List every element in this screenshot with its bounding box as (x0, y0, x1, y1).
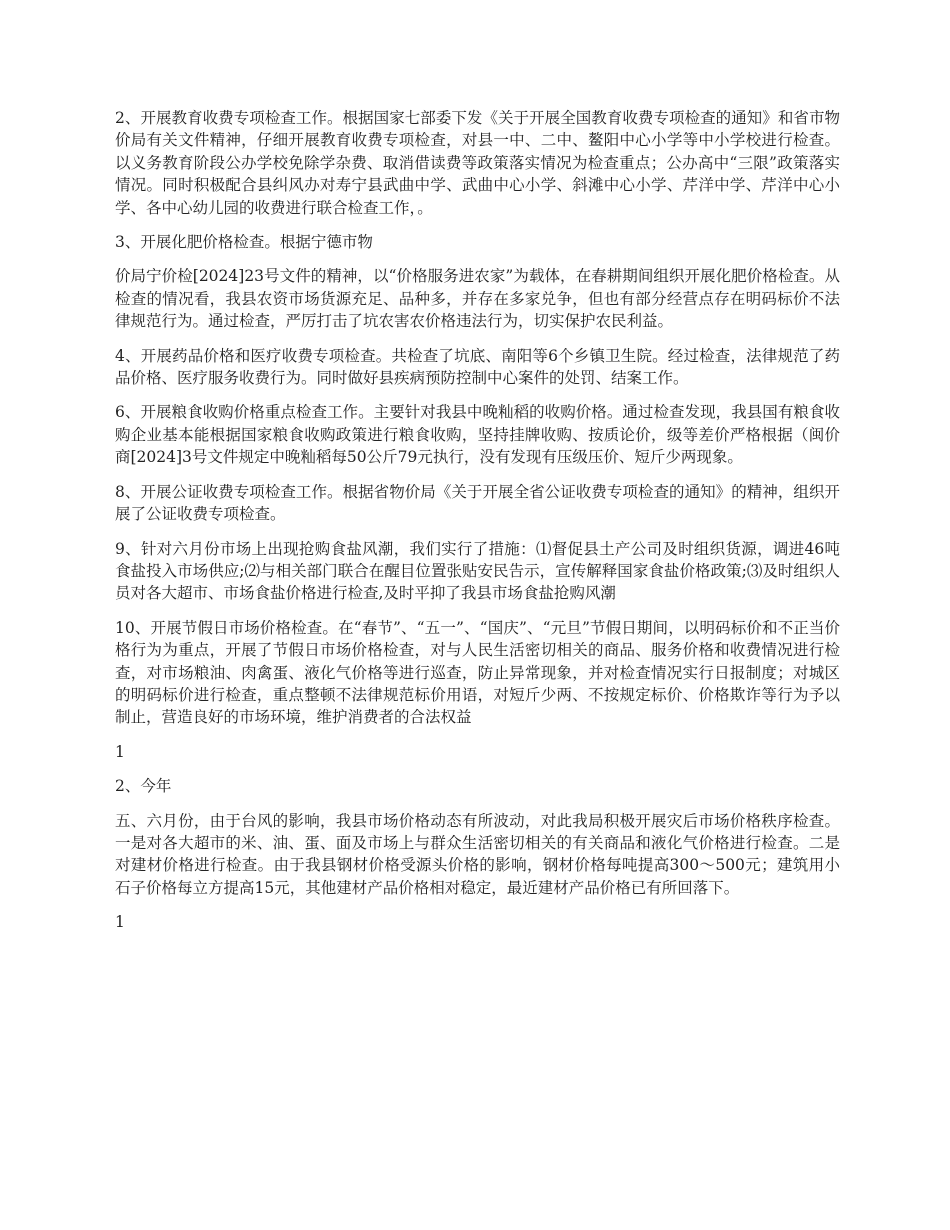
paragraph-fertilizer-inspection: 价局宁价检[2024]23号文件的精神，以“价格服务进农家”为载体，在春耕期间组织开展化肥价格检查。从检查的情况看，我县农资市场货源充足、品种多，并存在多家兑争，但也有部分经营点存在明码标价不法律规范行为。通过检查，严厉打击了坑农害农价格违法行为，切实保护农民利益。 (115, 267, 840, 331)
paragraph-holiday-inspection: 10、开展节假日市场价格检查。在“春节”、“五一”、“国庆”、“元旦”节假日期间，以明码标价和不正当价格行为为重点，开展了节假日市场价格检查，对与人民生活密切相关的商品、服务价格和收费情况进行检查，对市场粮油、肉禽蛋、液化气价格等进行巡查，防止异常现象，并对检查情况实行日报制度；对城区的明码标价进行检查，重点整顿不法律规范标价用语，对短斤少两、不按规定标价、价格欺诈等行为予以制止，营造良好的市场环境，维护消费者的合法权益 (115, 618, 840, 727)
paragraph-education-fee-inspection: 2、开展教育收费专项检查工作。根据国家七部委下发《关于开展全国教育收费专项检查的通知》和省市物价局有关文件精神，仔细开展教育收费专项检查，对县一中、二中、鳌阳中心小学等中小学校进行检查。以义务教育阶段公办学校免除学杂费、取消借读费等政策落实情况为检查重点；公办高中“三限”政策落实情况。同时积极配合县纠风办对寿宁县武曲中学、武曲中心小学、斜滩中心小学、芹洋中学、芹洋中心小学、各中心幼儿园的收费进行联合检查工作，。 (115, 109, 840, 217)
document-body (115, 107, 840, 946)
paragraph-fertilizer-heading: 3、开展化肥价格检查。根据宁德市物 (115, 233, 373, 252)
paragraph-number-1-end: 1 (115, 913, 125, 932)
paragraph-salt-measures: 9、针对六月份市场上出现抢购食盐风潮，我们实行了措施：⑴督促县土产公司及时组织货源，调进46吨食盐投入市场供应;⑵与相关部门联合在醒目位置张贴安民告示，宣传解释国家食盐价格政策;⑶及时组织人员对各大超市、市场食盐价格进行检查,及时平抑了我县市场食盐抢购风潮 (115, 539, 840, 603)
paragraph-notary-inspection: 8、开展公证收费专项检查工作。根据省物价局《关于开展全省公证收费专项检查的通知》的精神，组织开展了公证收费专项检查。 (115, 482, 840, 524)
paragraph-medicine-inspection: 4、开展药品价格和医疗收费专项检查。共检查了坑底、南阳等6个乡镇卫生院。经过检查，法律规范了药品价格、医疗服务收费行为。同时做好县疾病预防控制中心案件的处罚、结案工作。 (115, 346, 840, 388)
paragraph-number-1: 1 (115, 742, 125, 761)
paragraph-grain-inspection: 6、开展粮食收购价格重点检查工作。主要针对我县中晚籼稻的收购价格。通过检查发现，我县国有粮食收购企业基本能根据国家粮食收购政策进行粮食收购，坚持挂牌收购、按质论价，级等差价严格根据（闽价商[2024]3号文件规定中晚籼稻每50公斤79元执行，没有发现有压级压价、短斤少两现象。 (115, 403, 840, 467)
paragraph-this-year: 2、今年 (115, 777, 172, 796)
paragraph-typhoon-inspection: 五、六月份，由于台风的影响，我县市场价格动态有所波动，对此我局积极开展灾后市场价格秩序检查。一是对各大超市的米、油、蛋、面及市场上与群众生活密切相关的有关商品和液化气价格进行检查。二是对建材价格进行检查。由于我县钢材价格受源头价格的影响，钢材价格每吨提高300～500元；建筑用小石子价格每立方提高15元，其他建材产品价格相对稳定，最近建材产品价格已有所回落下。 (115, 811, 840, 897)
